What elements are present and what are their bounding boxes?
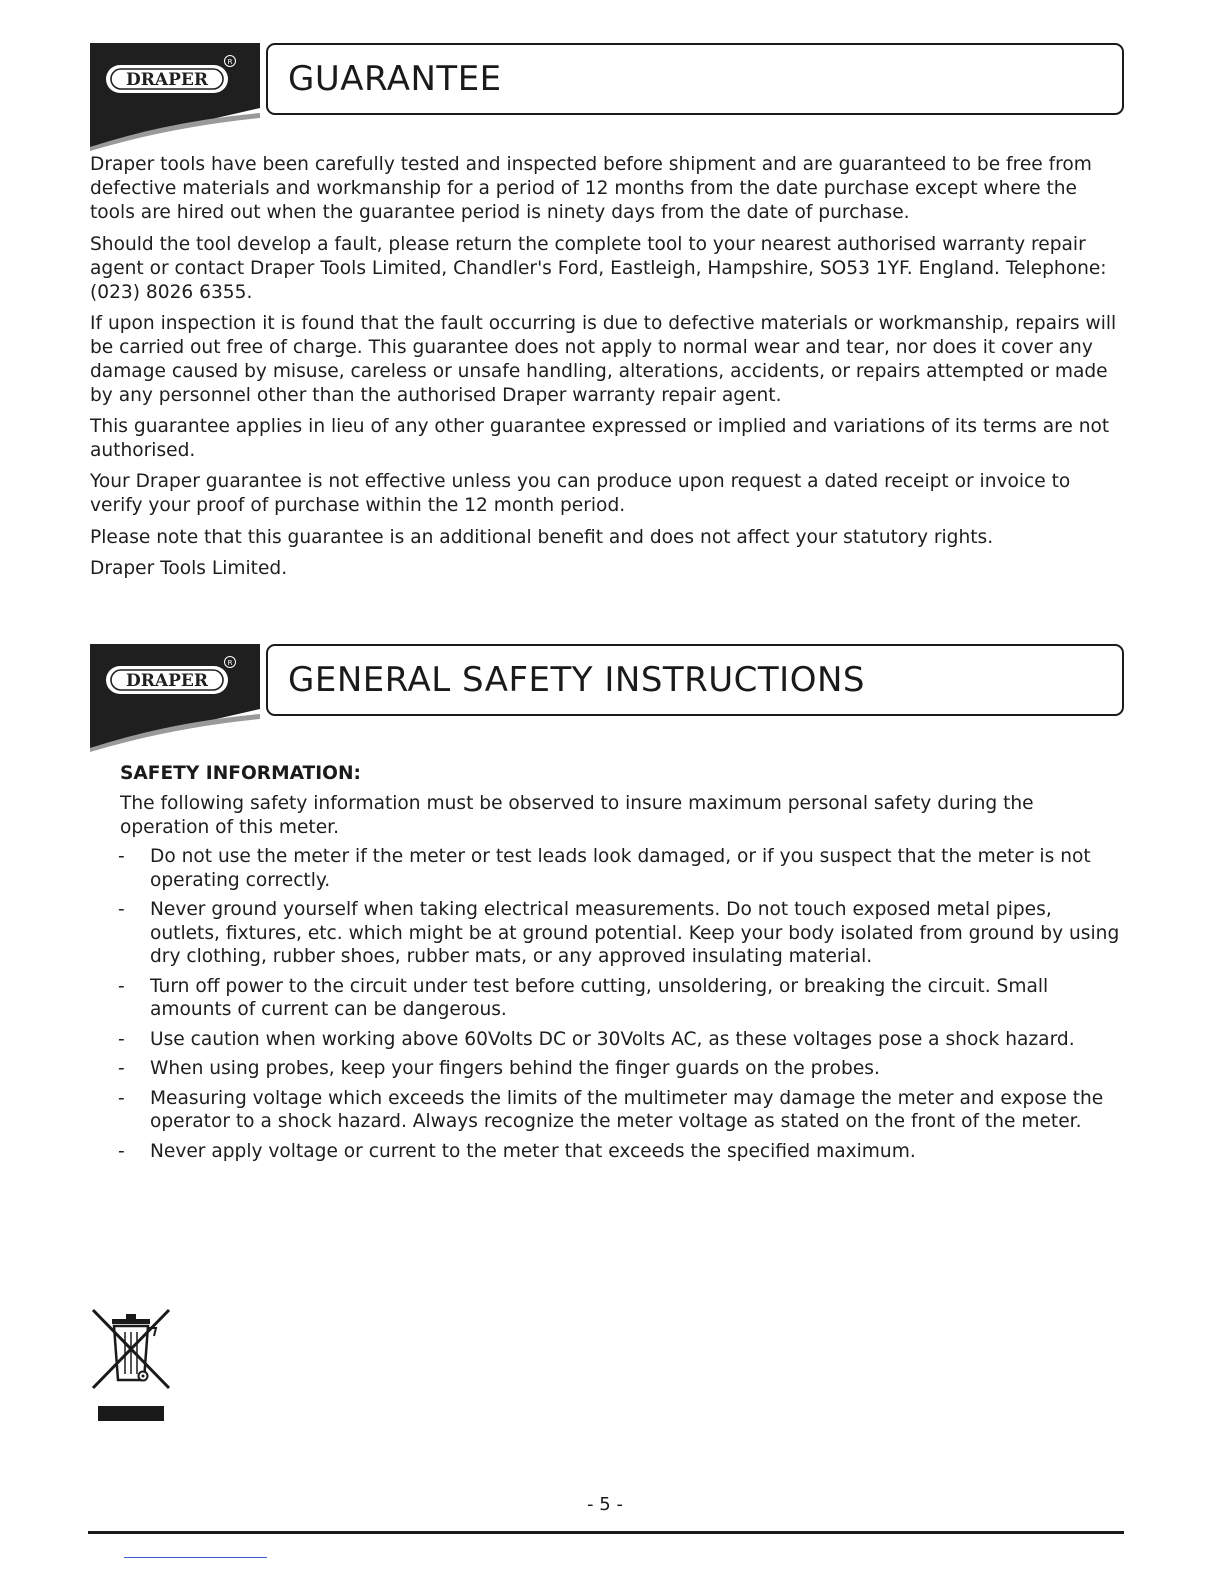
- draper-logo: [90, 644, 260, 754]
- svg-text:R: R: [227, 659, 233, 667]
- svg-text:R: R: [227, 58, 233, 66]
- bullet-marker: -: [118, 1140, 125, 1162]
- guarantee-paragraph: Should the tool develop a fault, please return the complete tool to your nearest authorised warranty repair agent or contact Draper Tools Limited, Chandler's Ford, Eastleigh, Hampshire, SO53 1YF. England. Telephone: (023) 8026 6355.: [90, 234, 1107, 303]
- list-item: [118, 1028, 1122, 1052]
- svg-text:DRAPER: DRAPER: [126, 70, 208, 90]
- bullet-text: Turn off power to the circuit under test before cutting, unsoldering, or breaking the circuit. Small amounts of current can be dangerous.: [150, 975, 1049, 1020]
- safety-intro: The following safety information must be observed to insure maximum personal safety during the operation of this meter.: [120, 793, 1034, 838]
- footer-divider: [88, 1531, 1124, 1534]
- list-item: [118, 1140, 1122, 1164]
- guarantee-header: [90, 43, 1126, 153]
- bullet-text: Never ground yourself when taking electrical measurements. Do not touch exposed metal pipes, outlets, fixtures, etc. which might be at ground potential. Keep your body isolated from ground by using dry clothing, rubber shoes, rubber mats, or any approved insulating material.: [150, 899, 1120, 967]
- safety-information-heading: SAFETY INFORMATION:: [120, 763, 361, 784]
- guarantee-paragraph: Please note that this guarantee is an additional benefit and does not affect your statutory rights.: [90, 527, 994, 548]
- list-item: [118, 975, 1122, 1022]
- bullet-marker: -: [118, 1058, 125, 1079]
- guarantee-signoff: Draper Tools Limited.: [90, 558, 288, 579]
- crossed-out-wheelie-bin-icon: [90, 1306, 172, 1424]
- safety-title-box: [266, 644, 1124, 716]
- safety-header: [90, 644, 1126, 754]
- list-item: [118, 1057, 1122, 1081]
- footer-link-underline: [124, 1557, 267, 1558]
- safety-title: GENERAL SAFETY INSTRUCTIONS: [288, 660, 865, 700]
- bullet-text: Measuring voltage which exceeds the limits of the multimeter may damage the meter and expose the operator to a shock hazard. Always recognize the meter voltage as stated on the front of the meter.: [150, 1087, 1104, 1132]
- list-item: [118, 1087, 1122, 1134]
- bullet-marker: -: [118, 1028, 125, 1050]
- bullet-text: Do not use the meter if the meter or test leads look damaged, or if you suspect that the meter is not operating correctly.: [150, 846, 1091, 891]
- bullet-marker: -: [118, 1087, 125, 1109]
- list-item: [118, 898, 1122, 969]
- page-number: - 5 -: [587, 1494, 623, 1515]
- bullet-marker: -: [118, 846, 125, 867]
- guarantee-title-box: [266, 43, 1124, 115]
- bullet-text: When using probes, keep your fingers behind the finger guards on the probes.: [150, 1058, 880, 1079]
- safety-bullet-list: [118, 845, 1122, 1169]
- guarantee-title: GUARANTEE: [288, 59, 502, 99]
- bullet-text: Never apply voltage or current to the meter that exceeds the specified maximum.: [150, 1140, 916, 1162]
- guarantee-paragraph: Draper tools have been carefully tested and inspected before shipment and are guaranteed to be free from defective materials and workmanship for a period of 12 months from the date purchase except where the tools are hired out when the guarantee period is ninety days from the date of purchase.: [90, 154, 1092, 223]
- bullet-marker: -: [118, 899, 125, 920]
- bullet-text: Use caution when working above 60Volts DC or 30Volts AC, as these voltages pose a shock hazard.: [150, 1028, 1075, 1050]
- guarantee-paragraph: This guarantee applies in lieu of any other guarantee expressed or implied and variations of its terms are not authorised.: [90, 416, 1110, 461]
- bullet-marker: -: [118, 975, 125, 997]
- draper-logo: [90, 43, 260, 153]
- svg-text:DRAPER: DRAPER: [126, 671, 208, 691]
- guarantee-paragraph: Your Draper guarantee is not effective unless you can produce upon request a dated receipt or invoice to verify your proof of purchase within the 12 month period.: [90, 471, 1071, 516]
- guarantee-paragraph: If upon inspection it is found that the fault occurring is due to defective materials or workmanship, repairs will be carried out free of charge. This guarantee does not apply to normal wear and tear, nor does it cover any damage caused by misuse, careless or unsafe handling, alterations, accidents, or repairs attempted or made by any personnel other than the authorised Draper warranty repair agent.: [90, 313, 1117, 406]
- list-item: [118, 845, 1122, 892]
